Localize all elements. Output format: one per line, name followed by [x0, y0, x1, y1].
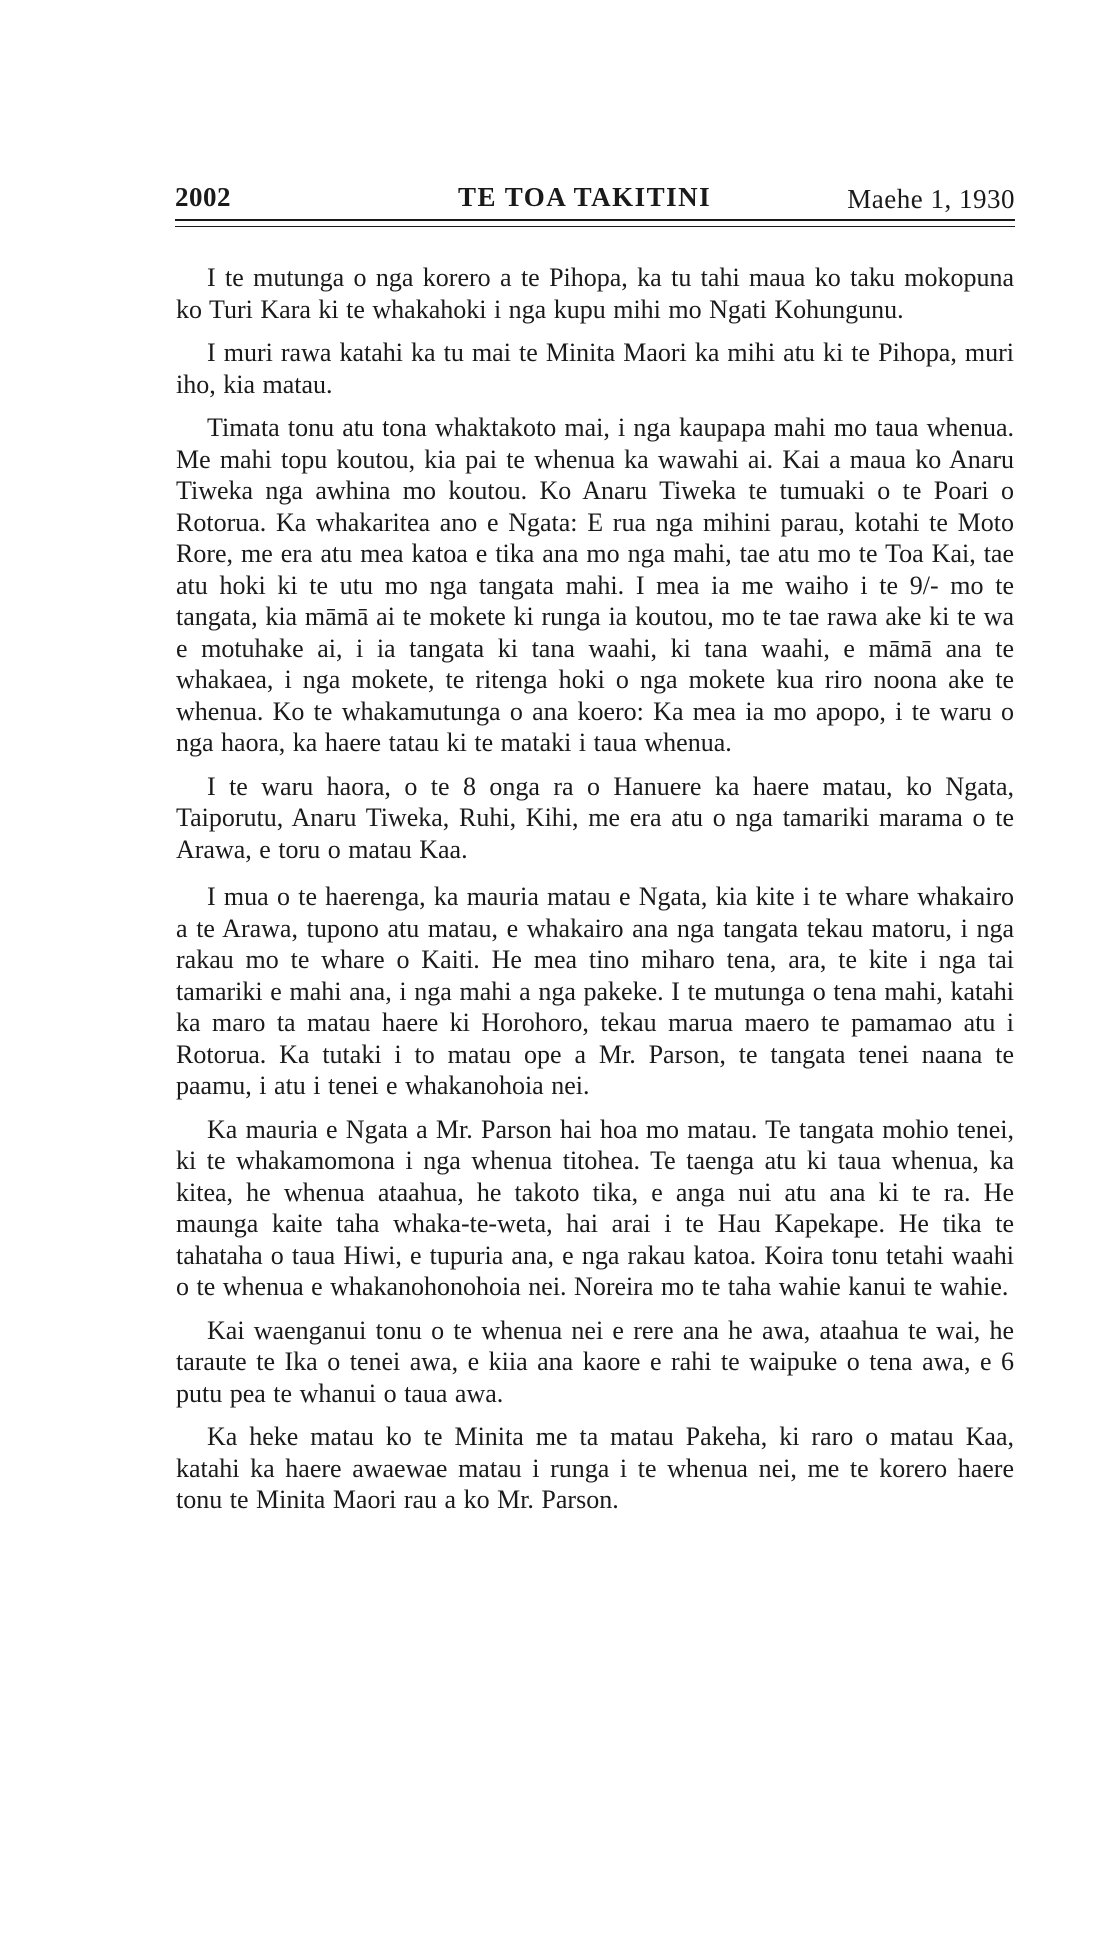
- paragraph-4: I te waru haora, o te 8 onga ra o Hanuere ka haere matau, ko Ngata, Taiporutu, Anaru Tiweka, Ruhi, Kihi, me era atu o nga tamariki marama o te Arawa, e toru o matau Kaa.: [176, 771, 1014, 864]
- paragraph-7: Kai waenganui tonu o te whenua nei e rere ana he awa, ataahua te wai, he taraute te Ika o tenei awa, e kiia ana kaore e rahi te waipuke o tena awa, e 6 putu pea te whanui o taua awa.: [176, 1315, 1014, 1408]
- paragraph-2: I muri rawa katahi ka tu mai te Minita Maori ka mihi atu ki te Pihopa, muri iho, kia matau.: [176, 338, 1014, 399]
- page-number: 2002: [175, 182, 231, 212]
- article-body: [176, 262, 1014, 1528]
- paragraph-3: Timata tonu atu tona whaktakoto mai, i nga kaupapa mahi mo taua whenua. Me mahi topu koutou, kia pai te whenua ka wawahi ai. Kai a maua ko Anaru Tiweka nga awhina mo koutou. Ko Anaru Tiweka te tumuaki o te Poari o Rotorua. Ka whakaritea ano e Ngata: E rua nga mihini parau, kotahi te Moto Rore, me era atu mea katoa e tika ana mo nga mahi, tae atu mo te Toa Kai, tae atu hoki ki te utu mo nga tangata mahi. I mea ia me waiho i te 9/- mo te tangata, kia māmā ai te mokete ki runga ia koutou, mo te tae rawa ake ki te wa e motuhake ai, i ia tangata ki tana waahi, ki tana waahi, e māmā ana te whakaea, i nga mokete, te ritenga hoki o nga mokete kua riro noona ake te whenua. Ko te whakamutunga o ana koero: Ka mea ia mo apopo, i te waru o nga haora, ka haere tatau ki te mataki i taua whenua.: [176, 413, 1014, 757]
- page-header: [175, 178, 1015, 218]
- paragraph-1: I te mutunga o nga korero a te Pihopa, ka tu tahi maua ko taku mokopuna ko Turi Kara ki te whakahoki i nga kupu mihi mo Ngati Kohungunu.: [176, 263, 1014, 324]
- paragraph-5: I mua o te haerenga, ka mauria matau e Ngata, kia kite i te whare whakairo a te Arawa, tupono atu matau, e whakairo ana nga tangata tekau matoru, i nga rakau mo te whare o Kaiti. He mea tino miharo tena, ara, te kite i nga tai tamariki e mahi ana, i nga mahi a nga pakeke. I te mutunga o tena mahi, katahi ka maro ta matau haere ki Horohoro, tekau marua maero te pamamao atu i Rotorua. Ka tutaki i to matau ope a Mr. Parson, te tangata tenei naana te paamu, i atu i tenei e whakanohoia nei.: [176, 882, 1014, 1100]
- header-rule-bottom: [175, 226, 1015, 227]
- header-rule-top: [175, 219, 1015, 221]
- issue-date: Maehe 1, 1930: [847, 184, 1015, 214]
- paragraph-6: Ka mauria e Ngata a Mr. Parson hai hoa mo matau. Te tangata mohio tenei, ki te whakamomona i nga whenua titohea. Te taenga atu ki taua whenua, ka kitea, he whenua ataahua, he takoto tika, e anga nui atu ana ki te ra. He maunga kaite taha whaka-te-weta, hai arai i te Hau Kapekape. He tika te tahataha o taua Hiwi, e tupuria ana, e nga rakau katoa. Koira tonu tetahi waahi o te whenua e whakanohonohoia nei. Noreira mo te taha wahie kanui te wahie.: [176, 1114, 1014, 1301]
- journal-title: TE TOA TAKITINI: [458, 182, 712, 212]
- paragraph-8: Ka heke matau ko te Minita me ta matau Pakeha, ki raro o matau Kaa, katahi ka haere awaewae matau i runga i te whenua nei, me te korero haere tonu te Minita Maori rau a ko Mr. Parson.: [176, 1422, 1014, 1514]
